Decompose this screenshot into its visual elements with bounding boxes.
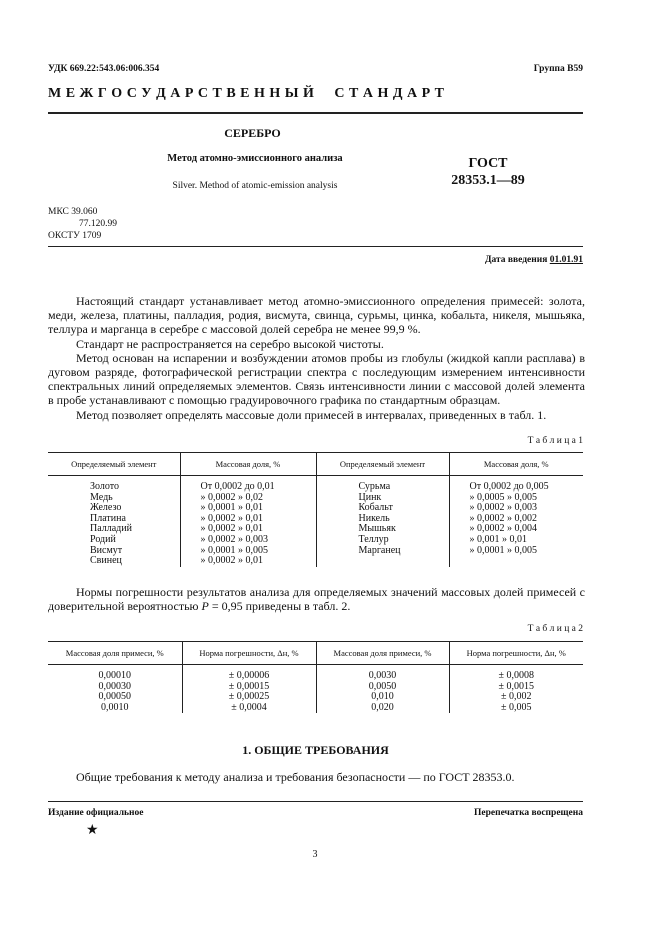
error-norm: ± 0,0015 bbox=[449, 682, 583, 693]
table1-header-element-2: Определяемый элемент bbox=[316, 453, 449, 476]
element-name: Железо bbox=[90, 502, 122, 514]
element-name: Палладий bbox=[90, 523, 132, 535]
mass-fraction-range: » 0,0002 » 0,01 bbox=[180, 514, 316, 525]
reprint-notice: Перепечатка воспрещена bbox=[473, 808, 583, 818]
mass-fraction-range: » 0,0001 » 0,005 bbox=[449, 546, 583, 557]
element-name: Золото bbox=[90, 481, 119, 492]
table1-caption: Т а б л и ц а 1 bbox=[527, 436, 583, 446]
header-rule bbox=[48, 112, 583, 114]
mass-fraction-range: » 0,0005 » 0,005 bbox=[449, 493, 583, 504]
element-name: Медь bbox=[90, 491, 113, 503]
mass-fraction-range: » 0,0002 » 0,003 bbox=[180, 535, 316, 546]
impurity-fraction: 0,00030 bbox=[98, 680, 131, 692]
introduction-date-label: Дата введения bbox=[484, 255, 548, 265]
paragraph-scope: Настоящий стандарт устанавливает метод атомно-эмиссионного определения примесей: золота, меди, железа, платины, палладия, родия, висмута, свинца, сурьмы, цинка, кобальта, никеля, мышьяка, теллура и марганца в серебре с массовой долей серебра не менее 99,9 %. bbox=[48, 294, 585, 337]
impurity-fraction: 0,010 bbox=[316, 692, 449, 703]
table-row bbox=[48, 546, 583, 557]
standard-type-heading: М Е Ж Г О С У Д А Р С Т В Е Н Н Ы Й С Т А Н Д А Р Т bbox=[48, 86, 445, 101]
mass-fraction-range: » 0,0002 » 0,01 bbox=[180, 524, 316, 535]
mass-fraction-range: От 0,0002 до 0,005 bbox=[449, 482, 583, 493]
edition-label: Издание официальное bbox=[48, 808, 144, 818]
mass-fraction-range: » 0,0002 » 0,004 bbox=[449, 524, 583, 535]
table2-errors bbox=[48, 641, 583, 713]
gost-label: ГОСТ bbox=[468, 156, 508, 171]
okstu-code: ОКСТУ 1709 bbox=[48, 231, 102, 241]
element-name: Цинк bbox=[316, 493, 449, 504]
error-norm: ± 0,00025 bbox=[182, 692, 316, 703]
table-row bbox=[48, 535, 583, 546]
impurity-fraction: 0,00010 bbox=[98, 670, 131, 681]
error-norm: ± 0,0004 bbox=[182, 703, 316, 714]
gost-number: 28353.1—89 bbox=[451, 173, 525, 188]
mass-fraction-range: » 0,0001 » 0,005 bbox=[180, 546, 316, 557]
section-heading: 1. ОБЩИЕ ТРЕБОВАНИЯ bbox=[242, 743, 389, 757]
table2-header-fraction: Массовая доля примеси, % bbox=[48, 642, 182, 665]
element-name: Мышьяк bbox=[316, 524, 449, 535]
error-norm: ± 0,005 bbox=[449, 703, 583, 714]
footer-rule bbox=[48, 801, 583, 802]
introduction-date bbox=[400, 255, 583, 265]
table1-header-fraction: Массовая доля, % bbox=[180, 453, 316, 476]
document-subtitle: Метод атомно-эмиссионного анализа bbox=[167, 153, 343, 164]
document-title: СЕРЕБРО bbox=[224, 126, 281, 140]
introduction-date-value: 01.01.91 bbox=[549, 255, 583, 265]
mass-fraction-range: От 0,0002 до 0,01 bbox=[180, 482, 316, 493]
table2-header-error-2: Норма погрешности, Δн, % bbox=[449, 642, 583, 665]
mass-fraction-range: » 0,001 » 0,01 bbox=[449, 535, 583, 546]
table-row bbox=[48, 671, 583, 682]
error-norm: ± 0,0008 bbox=[449, 671, 583, 682]
table1-header-fraction-2: Массовая доля, % bbox=[449, 453, 583, 476]
error-norm: ± 0,00006 bbox=[182, 671, 316, 682]
impurity-fraction: 0,0050 bbox=[316, 682, 449, 693]
paragraph-exclusion: Стандарт не распространяется на серебро высокой чистоты. bbox=[76, 336, 384, 351]
probability-symbol: P bbox=[201, 599, 209, 614]
error-norm: ± 0,002 bbox=[449, 692, 583, 703]
mass-fraction-range: » 0,0002 » 0,02 bbox=[180, 493, 316, 504]
impurity-fraction: 0,00050 bbox=[98, 691, 131, 703]
table1-ranges bbox=[48, 452, 583, 567]
table1-header-element: Определяемый элемент bbox=[48, 453, 180, 476]
group-code: Группа В59 bbox=[533, 64, 583, 74]
mass-fraction-range: » 0,0002 » 0,003 bbox=[449, 503, 583, 514]
paragraph-accuracy: Нормы погрешности результатов анализа для определяемых значений массовых долей примесей с доверительной вероятностью bbox=[48, 585, 585, 614]
mass-fraction-range: » 0,0002 » 0,01 bbox=[180, 556, 316, 567]
table2-header-fraction-2: Массовая доля примеси, % bbox=[316, 642, 449, 665]
mks-code: МКС 39.060 bbox=[48, 207, 98, 217]
paragraph-accuracy-end: = 0,95 приведены в табл. 2. bbox=[208, 599, 351, 614]
element-name: Свинец bbox=[90, 555, 122, 567]
star-icon: ★ bbox=[86, 823, 99, 838]
element-name: Родий bbox=[90, 533, 116, 545]
accuracy-text bbox=[48, 585, 585, 613]
paragraph-ranges: Метод позволяет определять массовые доли примесей в интервалах, приведенных в табл. 1. bbox=[76, 407, 547, 422]
table-row bbox=[48, 482, 583, 493]
impurity-fraction: 0,020 bbox=[316, 703, 449, 714]
table2-caption: Т а б л и ц а 2 bbox=[527, 624, 583, 634]
mks-code-2: 77.120.99 bbox=[79, 219, 117, 229]
element-name: Никель bbox=[316, 514, 449, 525]
title-rule bbox=[48, 246, 583, 247]
element-name: Платина bbox=[90, 512, 126, 524]
error-norm: ± 0,00015 bbox=[182, 682, 316, 693]
element-name: Висмут bbox=[90, 544, 123, 556]
mass-fraction-range: » 0,0002 » 0,002 bbox=[449, 514, 583, 525]
general-requirements-text: Общие требования к методу анализа и требования безопасности — по ГОСТ 28353.0. bbox=[76, 770, 515, 784]
section-text bbox=[48, 770, 585, 784]
element-name: Кобальт bbox=[316, 503, 449, 514]
page-number: 3 bbox=[312, 849, 318, 860]
impurity-fraction: 0,0010 bbox=[101, 701, 129, 713]
english-title: Silver. Method of atomic-emission analysis bbox=[172, 181, 338, 191]
udk-code: УДК 669.22:543.06:006.354 bbox=[48, 64, 160, 74]
element-name: Сурьма bbox=[316, 482, 449, 493]
impurity-fraction: 0,0030 bbox=[316, 671, 449, 682]
element-name: Теллур bbox=[316, 535, 449, 546]
mass-fraction-range: » 0,0001 » 0,01 bbox=[180, 503, 316, 514]
element-name: Марганец bbox=[316, 546, 449, 557]
table-row bbox=[48, 703, 583, 714]
table-row bbox=[48, 556, 583, 567]
table2-header-error: Норма погрешности, Δн, % bbox=[182, 642, 316, 665]
intro-text bbox=[48, 294, 585, 422]
paragraph-principle: Метод основан на испарении и возбуждении атомов пробы из глобулы (жидкой капли расплава) в дуговом разряде, фотографической регистрации спектра с последующим измерением интенсивности спектральных линий определяемых элементов. Связь интенсивности линии с массовой долей элемента в пробе устанавливают с помощью градуировочного графика по стандартным образцам. bbox=[48, 350, 585, 408]
